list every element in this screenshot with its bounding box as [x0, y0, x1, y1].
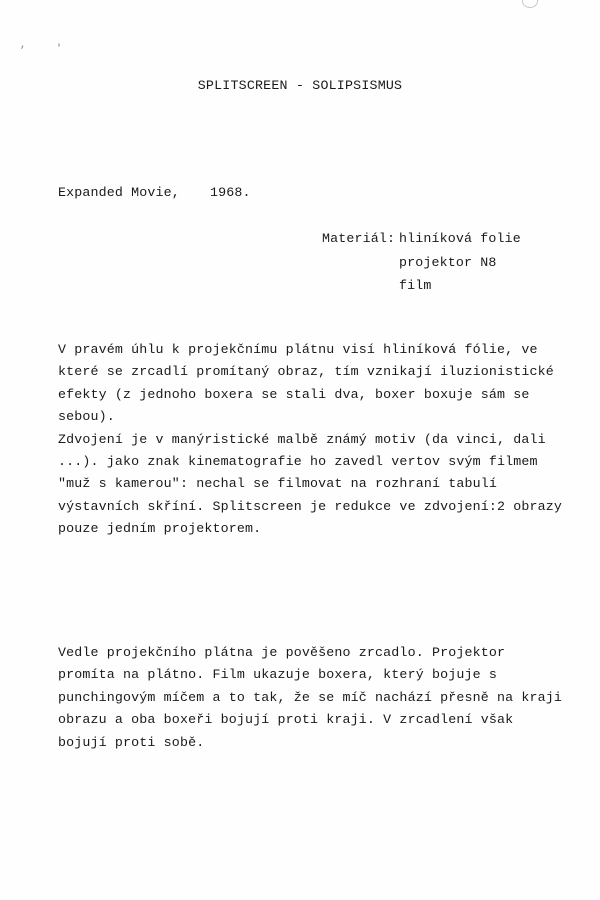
paragraph-description [58, 339, 563, 541]
text-line: "muž s kamerou": nechal se filmovat na rozhraní tabulí [58, 476, 497, 492]
stray-mark: ' [56, 44, 63, 55]
document-title: SPLITSCREEN - SOLIPSISMUS [197, 78, 403, 93]
text-line: bojují proti sobě. [58, 734, 205, 750]
material-item: projektor N8 [399, 255, 497, 270]
paragraph-installation [58, 642, 563, 754]
text-line: obrazu a oba boxeři bojují proti kraji. V zrcadlení však [58, 712, 514, 728]
text-line: sebou). [58, 409, 115, 425]
material-label: Materiál: [322, 231, 396, 246]
work-type: Expanded Movie, [58, 185, 180, 200]
text-line: které se zrcadlí promítaný obraz, tím vznikají iluzionistické [58, 364, 554, 380]
text-line: výstavních skříní. Splitscreen je redukce ve zdvojení:2 obrazy [58, 498, 563, 514]
text-line: V pravém úhlu k projekčnímu plátnu visí hliníková fólie, ve [58, 342, 538, 357]
text-line: efekty (z jednoho boxera se stali dva, boxer boxuje sám se [58, 386, 530, 402]
text-line: Vedle projekčního plátna je pověšeno zrcadlo. Projektor [58, 645, 506, 660]
material-item: film [399, 278, 432, 293]
text-line: promíta na plátno. Film ukazuje boxera, který bojuje s [58, 667, 497, 683]
material-item: hliníková folie [399, 231, 521, 246]
text-line: Zdvojení je v manýristické malbě známý motiv (da vinci, dali [58, 431, 546, 447]
text-line: ...). jako znak kinematografie ho zavedl vertov svým filmem [58, 454, 538, 470]
year: 1968. [210, 185, 251, 200]
text-line: punchingovým míčem a to tak, že se míč nachází přesně na kraji [58, 689, 563, 705]
hole-punch-mark [522, 0, 538, 8]
text-line: pouze jedním projektorem. [58, 521, 262, 537]
stray-mark: , [20, 40, 27, 51]
